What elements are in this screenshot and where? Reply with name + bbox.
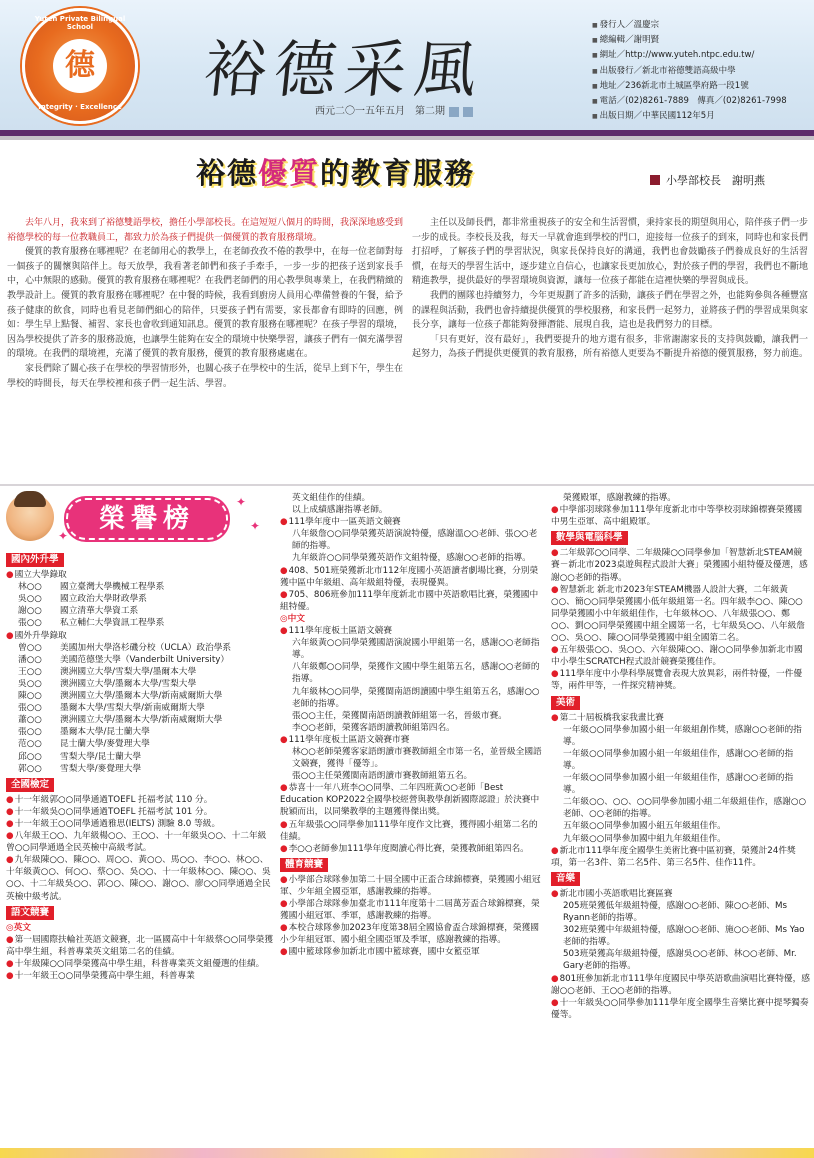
student-name: 吳○○ (18, 594, 42, 605)
student-name: 張○○ (18, 703, 42, 714)
honor-title: 榮譽榜 (66, 498, 228, 540)
list-detail: 五年級○○同學參加國小組五年級組佳作。 (563, 821, 726, 832)
school-name: 國立臺灣大學機械工程學系 (60, 582, 165, 593)
issue-mark-icon (463, 107, 473, 117)
student-name: 郭○○ (18, 763, 42, 774)
list-detail: 一年級○○同學參加國小組一年級組佳作，感謝○○老師的指導。 (563, 748, 794, 771)
student-name: 林○○ (18, 582, 42, 593)
decorative-footer-strip (0, 1148, 814, 1158)
list-item: ● 第一屆國際扶輪社英語文競賽，北一區國高中十年級蔡○○同學榮獲高中學生組，科普專業英文組第二名的佳績。 (6, 934, 274, 958)
article-paragraph: 我們的團隊也持續努力，今年更規劃了許多的活動，讓孩子們在學習之外，也能夠參與各種豐富的課程與活動，我們也會持續提供優質的學校服務，和家長們一起努力，並將孩子們的學習成果與家長分享，讓每一位孩子都能夠發揮潛能、展現自我，這也是我們努力的目標。 (412, 290, 809, 331)
list-detail: 榮獲殿軍，感謝教練的指導。 (563, 493, 676, 503)
list-item: ● 801班參加新北市111學年度國民中學英語歌曲演唱比賽特優，感謝○○老師、王○○老師的指導。 (551, 973, 810, 997)
section-heading-wrap (280, 855, 545, 874)
student-name: 蕭○○ (18, 715, 42, 726)
school-name: 澳洲國立大學/墨爾本大學/雪梨大學 (60, 678, 197, 689)
list-detail: 302班榮獲中年級組特優，感謝○○老師、施○○老師、Ms Yao老師的指導。 (563, 925, 805, 948)
list-item: ● 五年級張○○、吳○○、六年級陳○○、謝○○同學參加新北市國中小學生SCRATCH程式設計競賽榮獲佳作。 (551, 644, 810, 668)
info-website[interactable]: ■ 網址／http://www.yuteh.ntpc.edu.tw/ (592, 48, 787, 63)
article-column-right (412, 216, 808, 362)
list-item: ● 十一年級吳○○同學通過TOEFL 托福考試 101 分。 (6, 806, 274, 818)
student-name: 陳○○ (18, 691, 42, 702)
list-detail: 二年級○○、○○、○○同學參加國小組二年級組佳作，感謝○○老師、○○老師的指導。 (563, 797, 807, 820)
school-name: 澳洲國立大學/雪梨大學/墨爾本大學 (60, 666, 197, 677)
issue-mark-icon (449, 107, 459, 117)
list-detail: 八年級鄭○○同學，榮獲作文國中學生組第五名，感謝○○老師的指導。 (292, 662, 540, 685)
section-heading-wrap (6, 550, 274, 569)
student-illustration-icon (6, 493, 54, 541)
section-heading: 語文競賽 (6, 906, 54, 920)
admission-row (6, 763, 274, 775)
honor-banner (0, 489, 272, 545)
list-item: ● 八年級王○○、九年級楊○○、王○○、十一年級吳○○、十二年級曾○○同學通過全民英檢中高級考試。 (6, 830, 274, 854)
list-item: ● 國立大學錄取 (6, 569, 274, 581)
admission-row (6, 654, 274, 666)
star-icon: ✦ (250, 519, 261, 533)
title-part: 的教育服務 (320, 156, 476, 190)
section-heading: 體育競賽 (280, 858, 328, 872)
school-name: 墨爾本大學/昆士蘭大學 (60, 727, 150, 738)
info-issuer: ■ 出版發行／新北市裕德雙語高級中學 (592, 64, 787, 79)
masthead-header (0, 0, 814, 130)
list-item: ● 十一年級王○○同學通過雅思(IELTS) 測驗 8.0 等級。 (6, 818, 274, 830)
student-name: 潘○○ (18, 654, 42, 665)
subsection-label: ◎英文 (6, 922, 31, 933)
article-paragraph: 去年八月，我來到了裕德雙語學校，擔任小學部校長。在這短短八個月的時間，我深深地感受到裕德學校的每一位教職員工，都致力於為孩子們提供一個優質的教育服務環境。 (7, 218, 404, 243)
section-heading-wrap (6, 775, 274, 794)
list-detail: 一年級○○同學參加國小組一年級組創作獎，感謝○○老師的指導。 (563, 724, 802, 747)
article-column-left (7, 216, 403, 391)
list-item: ● 智慧新北 新北市2023年STEAM機器人設計大賽，二年級黃○○、簡○○同學榮獲國小低年級組第一名。四年級李○○、陳○○同學榮獲國小中年級組佳作，七年級林○○、八年級張○○、鄭○○、劉○○同學榮獲國中組全國第一名，七年級吳○○、八年級詹○○、吳○○、陳○○同學榮獲國中組全國第二名。 (551, 584, 810, 644)
list-detail: 張○○主任，榮獲閩南語朗讀教師組第一名，晉級市賽。 (292, 710, 507, 721)
list-item: ● 新北市國小英語歌唱比賽區賽 (551, 888, 810, 900)
section-heading: 美術 (551, 696, 580, 710)
list-detail: 以上成績感謝指導老師。 (292, 505, 388, 516)
article-paragraph: 家長們除了關心孩子在學校的學習情形外，也關心孩子在學校中的生活，從早上到下午，學生在學校的時間長，每天在學校裡和孩子們一起生活、學習。 (7, 363, 404, 389)
publication-info (592, 18, 787, 124)
article-paragraph: 主任以及師長們，都非常重視孩子的安全和生活習慣，秉持家長的期望與用心，陪伴孩子們一步一步的成長。李校長及我，每天一早就會進到學校的門口，迎接每一位孩子的到來，同時也和家長們打招呼，了解孩子們的學習狀況，與家長保持良好的溝通，我們也會鼓勵孩子們養成良好的生活習慣，在每天的學習生活中，逐步建立自信心，也讓家長更加放心，對於孩子們的學習，我們也不斷地精進教學，提供最好的學習環境與資源，讓每一位孩子都能在這裡快樂的學習與成長。 (412, 218, 809, 287)
admission-row (6, 738, 274, 750)
list-item: ● 111學年度板土區語文競賽市賽 (280, 734, 545, 746)
issue-line (315, 102, 473, 117)
star-icon: ✦ (58, 529, 69, 543)
list-item: ● 李○○老師參加111學年度閱讀心得比賽，榮獲教師組第四名。 (280, 843, 545, 855)
list-item: ● 九年級陳○○、陳○○、周○○、黃○○、馬○○、李○○、林○○、十年級黃○○、何○○、蔡○○、吳○○、十一年級林○○、陳○○、吳○○、十二年級吳○○、郭○○、陳○○、謝○○、廖○○同學通過全民英檢中級考試。 (6, 854, 274, 902)
section-heading-wrap (6, 903, 274, 922)
student-name: 范○○ (18, 739, 42, 750)
list-item: ● 十一年級郭○○同學通過TOEFL 托福考試 110 分。 (6, 794, 274, 806)
list-item: ● 十一年級吳○○同學參加111學年度全國學生音樂比賽中提琴獨奏優等。 (551, 997, 810, 1021)
school-name: 國立政治大學財政學系 (60, 594, 147, 605)
list-item: ● 國外升學錄取 (6, 630, 274, 642)
school-name: 私立輔仁大學資訊工程學系 (60, 618, 165, 629)
logo-top-text: Yuteh Private Bilingual School (34, 15, 126, 31)
list-item: ● 705、806班參加111學年度新北市國中英語歌唱比賽，榮獲國中組特優。 (280, 589, 545, 613)
list-detail: 205班榮獲低年級組特優，感謝○○老師、陳○○老師、Ms Ryann老師的指導。 (563, 901, 787, 924)
list-item: ● 新北市111學年度全國學生美術比賽中區初賽，榮獲計24件獎項，第一名3件、第二名5件、第三名5件、佳作11件。 (551, 845, 810, 869)
list-item: ● 小學部合球隊參加第二十屆全國中正盃合球錦標賽，榮獲國小組冠軍、少年組全國亞軍，感謝教練的指導。 (280, 874, 545, 898)
list-item: ● 十一年級王○○同學榮獲高中學生組，科普專業 (6, 970, 274, 982)
student-name: 王○○ (18, 666, 42, 677)
article-paragraph: 「只有更好，沒有最好」，我們要提升的地方還有很多，非常謝謝家長的支持與鼓勵，讓我們一起努力，為孩子們提供更優質的教育服務，所有裕德人更要為不斷提升裕德的優質服務，努力前進。 (412, 334, 809, 360)
school-name: 美國范德堡大學（Vanderbilt University） (60, 654, 230, 665)
school-name: 墨爾本大學/雪梨大學/新南威爾斯大學 (60, 703, 205, 714)
student-name: 張○○ (18, 727, 42, 738)
list-detail: 八年級詹○○同學榮獲英語演說特優，感謝溫○○老師、張○○老師的指導。 (292, 529, 538, 552)
school-name: 澳洲國立大學/墨爾本大學/新南威爾斯大學 (60, 691, 223, 702)
school-name: 美國加州大學洛杉磯分校（UCLA）政治學系 (60, 642, 232, 653)
school-name: 雪梨大學/昆士蘭大學 (60, 751, 142, 762)
list-item: ● 111學年度板土區語文競賽 (280, 625, 545, 637)
list-item: ● 第二十屆板橋我家我畫比賽 (551, 712, 810, 724)
list-detail: 英文組佳作的佳績。 (292, 493, 371, 503)
admission-row (6, 726, 274, 738)
list-detail: 林○○老師榮獲客家語朗讀市賽教師組全市第一名，並晉級全國語文競賽，獲得「優等」。 (292, 746, 542, 770)
admission-row (6, 702, 274, 714)
logo-bottom-text: Integrity · Excellence (38, 103, 122, 111)
admission-row (6, 605, 274, 617)
student-name: 謝○○ (18, 606, 42, 617)
admission-row (6, 751, 274, 763)
section-heading: 全國檢定 (6, 778, 54, 792)
list-detail: 一年級○○同學參加國小組一年級組佳作，感謝○○老師的指導。 (563, 773, 794, 796)
section-heading: 國內外升學 (6, 553, 64, 567)
section-divider (0, 484, 814, 486)
list-detail: 九年級許○○同學榮獲英語作文組特優，感謝○○老師的指導。 (292, 553, 531, 564)
list-item: ● 國中籃球隊參加新北市國中籃球賽，國中女籃亞軍 (280, 946, 545, 958)
school-logo (22, 8, 138, 124)
school-name: 國立清華大學資工系 (60, 606, 139, 617)
list-item: ● 五年級張○○同學參加111學年度作文比賽，獲得國小組第二名的佳績。 (280, 819, 545, 843)
honor-column-3 (551, 492, 810, 1021)
list-detail: 九年級○○同學參加國中組九年級組佳作。 (563, 833, 726, 844)
section-heading-wrap (551, 528, 810, 547)
honor-column-2 (280, 492, 545, 959)
school-name: 昆士蘭大學/麥覺理大學 (60, 739, 150, 750)
list-item: ● 408、501班榮獲新北市112年度國小英語讀者劇場比賽，分別榮獲中區中年級組、高年級組特優，表現優異。 (280, 565, 545, 589)
list-item: ● 111學年度中小學科學展覽會表現大放異彩，兩件特優，一件優等，兩件甲等，一件探究精神獎。 (551, 668, 810, 692)
admission-row (6, 678, 274, 690)
info-phone: ■ 電話／(02)8261-7889 傳真／(02)8261-7998 (592, 94, 787, 109)
section-heading-wrap (551, 693, 810, 712)
section-heading: 音樂 (551, 872, 580, 886)
list-detail: 九年級林○○同學，榮獲閩南語朗讀國中學生組第五名，感謝○○老師的指導。 (292, 686, 540, 709)
admission-row (6, 642, 274, 654)
school-name: 澳洲國立大學/墨爾本大學/新南威爾斯大學 (60, 715, 223, 726)
info-publisher: ■ 發行人／溫慶宗 (592, 18, 787, 33)
info-date: ■ 出版日期／中華民國112年5月 (592, 109, 787, 124)
honor-column-1 (6, 550, 274, 982)
list-item: ● 111學年度中一區英語文競賽 (280, 516, 545, 528)
list-item: ● 十年級陳○○同學榮獲高中學生組，科普專業英文組優選的佳績。 (6, 958, 274, 970)
star-icon: ✦ (236, 495, 247, 509)
newsletter-title: 裕德采風 (200, 33, 489, 106)
list-detail: 李○○老師，榮獲客語朗讀教師組第四名。 (292, 722, 455, 733)
article-title (196, 151, 475, 192)
article-paragraph: 優質的教育服務在哪裡呢？在老師用心的教學上，在老師孜孜不倦的教學中，在每一位老師對每一個孩子的關懷與陪伴上。每天放學，我看著老師們和孩子手牽手，一步一步的把孩子送到家長手中，心中無限的感動。優質的教育服務在哪裡呢？在我們老師們的用心教學與專業上，在我們精緻的教學設計上。優質的教育服務在哪裡呢？在中餐的時候，我看到廚房人員用心準備營養的午餐，給予孩子健康的飲食，同時也看見老師們細心的陪伴，只要孩子們有需要，家長都會有即時的回應，例如：學生早上點餐、補習、家長也會收到通知訊息。優質的教育服務在哪裡呢？在孩子學習的環境，因為學校提供了許多的服務設施，也讓學生能夠在安全的環境中快樂學習，讓孩子們有一個充滿學習的環境。在我們的環境裡，充滿了優質的教育服務，優質的教育服務處處在。 (7, 247, 404, 360)
article-author: 小學部校長 謝明燕 (650, 172, 765, 188)
admission-row (6, 714, 274, 726)
admission-row (6, 593, 274, 605)
admission-row (6, 581, 274, 593)
title-part: 裕德 (196, 156, 259, 190)
admission-row (6, 666, 274, 678)
logo-center-glyph: 德 (53, 39, 107, 93)
issue-text: 西元二〇一五年五月 第二期 (315, 106, 445, 117)
list-detail: 六年級黃○○同學榮獲國語演說國小甲組第一名，感謝○○老師指導。 (292, 638, 540, 661)
school-name: 雪梨大學/麥覺理大學 (60, 763, 142, 774)
list-detail: 張○○主任榮獲閩南語朗讀市賽教師組第五名。 (292, 771, 473, 782)
student-name: 曾○○ (18, 642, 42, 653)
admission-row (6, 690, 274, 702)
student-name: 吳○○ (18, 678, 42, 689)
list-item: ● 中學部羽球隊參加111學年度新北市中等學校羽球錦標賽榮獲國中男生亞軍、高中組殿軍。 (551, 504, 810, 528)
student-name: 邱○○ (18, 751, 42, 762)
admission-row (6, 617, 274, 629)
info-editor: ■ 總編輯／謝明賢 (592, 33, 787, 48)
subsection-label: ◎中文 (280, 613, 305, 624)
title-highlight: 優質 (258, 156, 321, 190)
section-heading-wrap (551, 869, 810, 888)
student-name: 張○○ (18, 618, 42, 629)
list-item: ● 本校合球隊參加2023年度第38屆全國協會盃合球錦標賽，榮獲國小少年組冠軍、國小組全國亞軍及季軍，感謝教練的指導。 (280, 922, 545, 946)
list-item: ● 二年級郭○○同學、二年級陳○○同學參加「智慧新北STEAM競賽－新北市2023桌遊與程式設計大賽」榮獲國小組特優及優選，感謝○○老師的指導。 (551, 547, 810, 583)
list-item: ● 恭喜十一年八班李○○同學、二年四班黃○○老師「Best Education KOP2022全國學校經營與教學創新國際認證」於決賽中脫穎而出，以同樂教學的主題獲得傑出獎。 (280, 782, 545, 818)
section-heading: 數學與電腦科學 (551, 531, 628, 545)
info-address: ■ 地址／236新北市土城區學府路一段1號 (592, 79, 787, 94)
list-item: ● 小學部合球隊參加臺北市111年度第十二屆萬芳盃合球錦標賽，榮獲國小組冠軍、季軍，感謝教練的指導。 (280, 898, 545, 922)
list-detail: 503班榮獲高年級組特優，感謝吳○○老師、林○○老師、Mr. Gary老師的指導。 (563, 949, 797, 972)
